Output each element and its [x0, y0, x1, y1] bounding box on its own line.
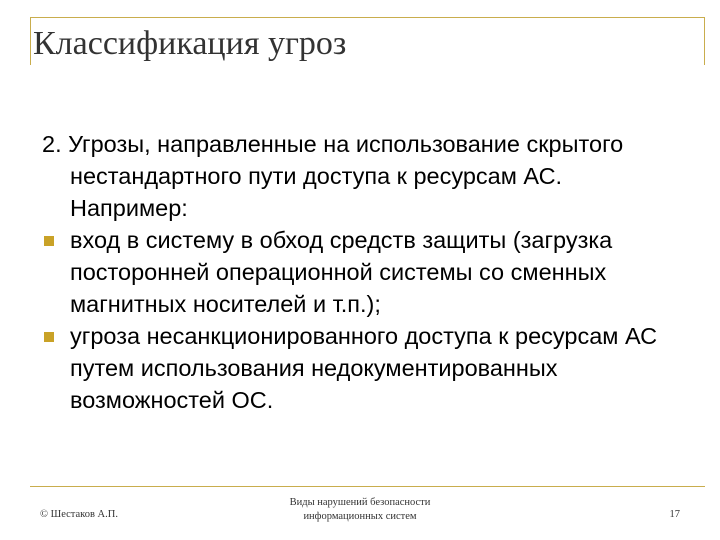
frame-left-line — [30, 17, 31, 65]
bullet-item-1 — [42, 224, 682, 320]
footer-subject-line-1: Виды нарушений безопасности — [289, 497, 431, 508]
frame-right-line — [704, 17, 705, 65]
slide-title: Классификация угроз — [33, 25, 347, 62]
bullet-text-1: вход в систему в обход средств защиты (загрузка посторонней операционной системы со сменных магнитных носителей и т.п.); — [70, 227, 613, 317]
square-bullet-icon — [44, 332, 54, 342]
frame-bottom-line — [30, 486, 705, 487]
footer-author: © Шестаков А.П. — [40, 509, 118, 520]
bullet-item-2 — [42, 320, 682, 416]
bullet-text-2: угроза несанкционированного доступа к ресурсам АС путем использования недокументированных возможностей ОС. — [70, 323, 658, 413]
slide-body — [42, 128, 682, 416]
frame-top-line — [30, 17, 705, 18]
footer-subject-line-2: информационных систем — [303, 511, 417, 522]
intro-paragraph: 2. Угрозы, направленные на использование скрытого нестандартного пути доступа к ресурсам АС. Например: — [42, 131, 624, 221]
square-bullet-icon — [44, 236, 54, 246]
footer-subject — [260, 496, 460, 524]
page-number: 17 — [669, 509, 680, 520]
